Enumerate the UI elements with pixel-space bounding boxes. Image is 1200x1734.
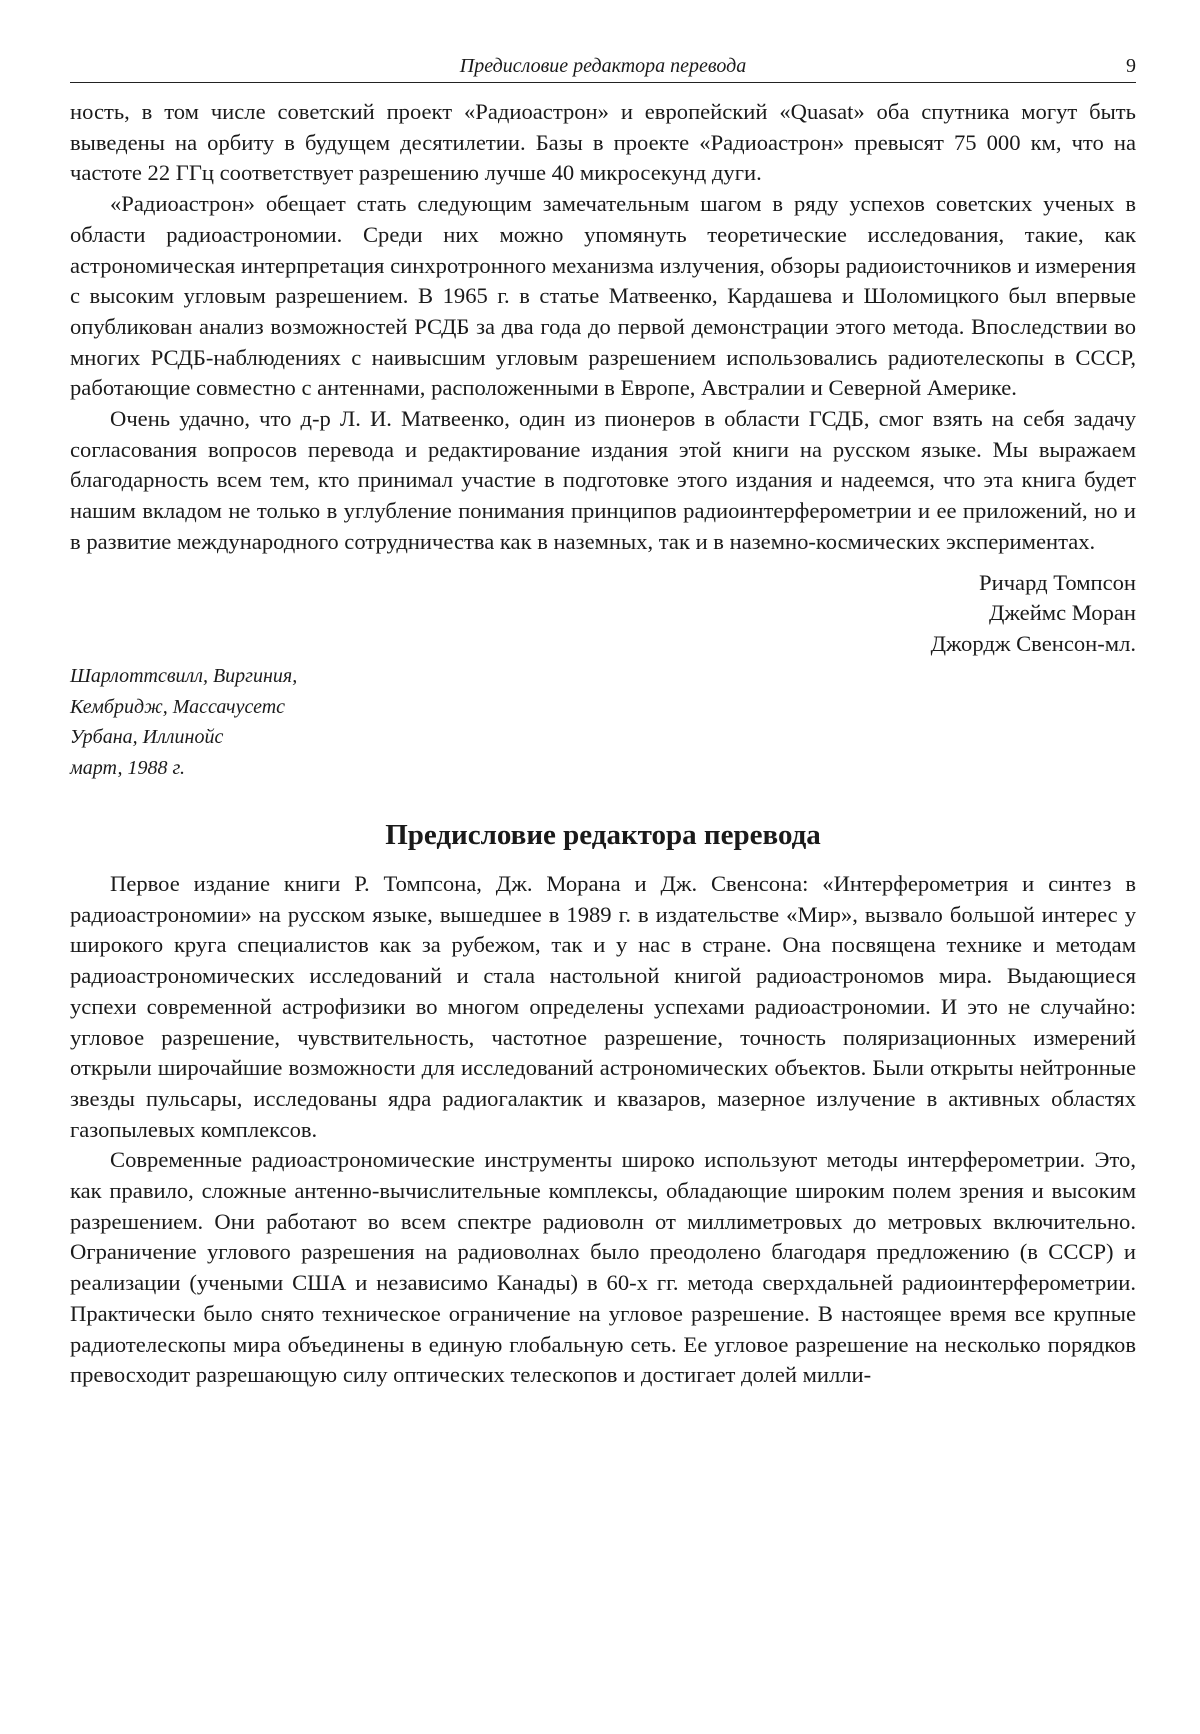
signature-name: Джеймс Моран (988, 600, 1136, 626)
date-line: март, 1988 г. (70, 756, 185, 779)
place-line: Шарлоттсвилл, Виргиния, (70, 665, 298, 688)
signature-name: Ричард Томпсон (979, 569, 1136, 595)
page-number: 9 (1126, 55, 1136, 77)
place-line: Урбана, Иллинойс (70, 726, 224, 749)
page (70, 52, 1136, 1391)
paragraph: Современные радиоастрономические инструменты широко используют методы интерферометрии. Это, как правило, сложные антенно-вычислительные комплексы, обладающие широким полем зрения и высоким разрешением. Они работают во всем спектре радиоволн от миллиметровых до метровых включительно. Ограничение углового разрешения на радиоволнах было преодолено благодаря предложению (в СССР) и реализации (учеными США и независимо Канады) в 60-х гг. метода сверхдальней радиоинтерферометрии. Практически было снято техническое ограничение на угловое разрешение. В настоящее время все крупные радиотелескопы мира объединены в единую глобальную сеть. Ее угловое разрешение на несколько порядков превосходит разрешающую силу оптических телескопов и достигает долей милли- (70, 1147, 1136, 1388)
section-title: Предисловие редактора перевода (385, 819, 821, 852)
paragraph: ность, в том числе советский проект «Радиоастрон» и европейский «Quasat» оба спутника могут быть выведены на орбиту в будущем десятилетии. Базы в проекте «Радиоастрон» превысят 75 000 км, что на частоте 22 ГГц соответствует разрешению лучше 40 микросекунд дуги. (70, 99, 1136, 186)
place-line: Кембридж, Массачусетс (70, 695, 286, 718)
paragraph: Очень удачно, что д-р Л. И. Матвеенко, один из пионеров в области ГСДБ, смог взять на себя задачу согласования вопросов перевода и редактирование издания этой книги на русском языке. Мы выражаем благодарность всем тем, кто принимал участие в подготовке этого издания и надеемся, что эта книга будет нашим вкладом не только в углубление понимания принципов радиоинтерферометрии и ее приложений, но и в развитие международного сотрудничества как в наземных, так и в наземно-космических экспериментах. (70, 406, 1136, 554)
paragraph: «Радиоастрон» обещает стать следующим замечательным шагом в ряду успехов советских ученых в области радиоастрономии. Среди них можно упомянуть теоретические исследования, такие, как астрономическая интерпретация синхротронного механизма излучения, обзоры радиоисточников и измерения с высоким угловым разрешением. В 1965 г. в статье Матвеенко, Кардашева и Шоломицкого был впервые опубликован анализ возможностей РСДБ за два года до первой демонстрации этого метода. Впоследствии во многих РСДБ-наблюдениях с наивысшим угловым разрешением использовались радиотелескопы в СССР, работающие совместно с антеннами, расположенными в Европе, Австралии и Северной Америке. (70, 191, 1136, 401)
place-date-block (70, 661, 1136, 783)
running-header (70, 52, 1136, 83)
paragraph: Первое издание книги Р. Томпсона, Дж. Морана и Дж. Свенсона: «Интерферометрия и синтез в радиоастрономии» на русском языке, вышедшее в 1989 г. в издательстве «Мир», вызвало большой интерес у широкого круга специалистов как за рубежом, так и у нас в стране. Она посвящена технике и методам радиоастрономических исследований и стала настольной книгой радиоастрономов мира. Выдающиеся успехи современной астрофизики во многом определены успехами радиоастрономии. И это не случайно: угловое разрешение, чувствительность, частотное разрешение, точность поляризационных измерений открыли широчайшие возможности для исследований астрономических объектов. Были открыты нейтронные звезды пульсары, исследованы ядра радиогалактик и квазаров, мазерное излучение в активных областях газопылевых комплексов. (70, 871, 1136, 1142)
signature-name: Джордж Свенсон-мл. (930, 630, 1136, 656)
running-title: Предисловие редактора перевода (459, 55, 747, 77)
signature-block (70, 568, 1136, 660)
